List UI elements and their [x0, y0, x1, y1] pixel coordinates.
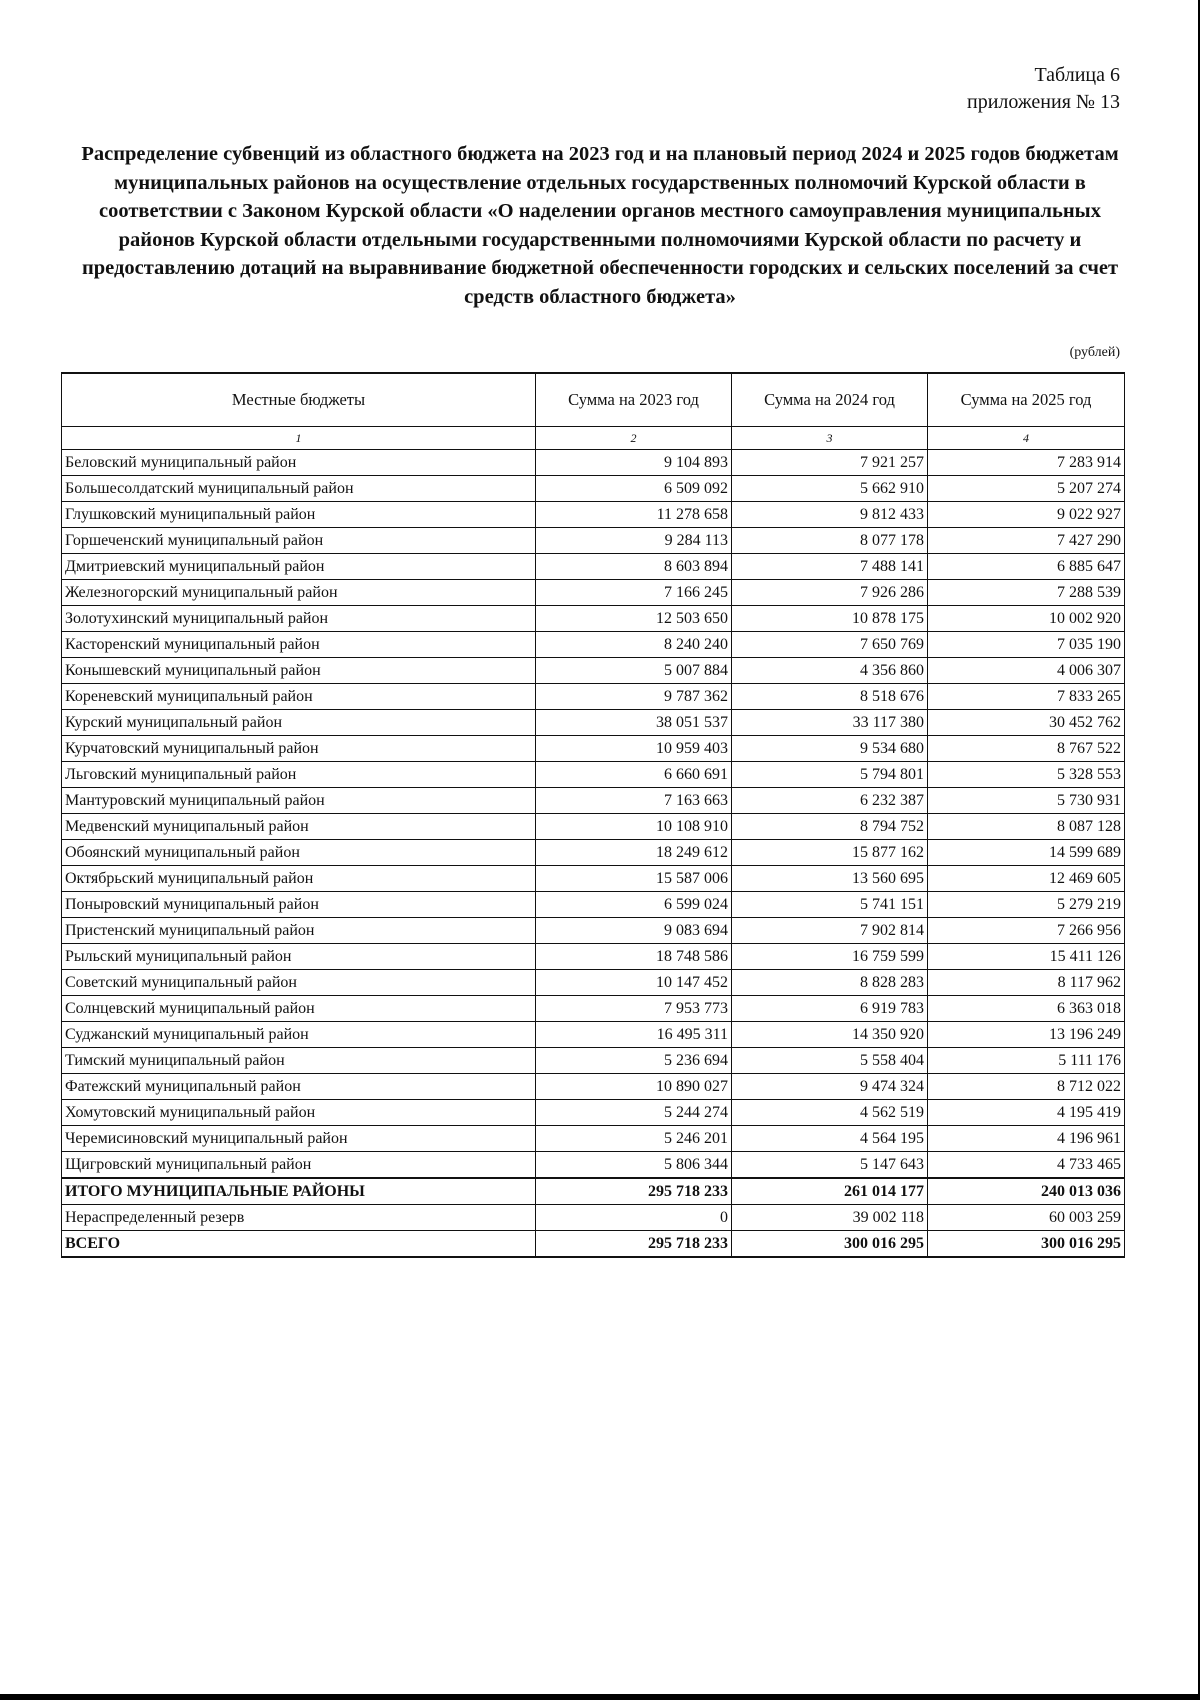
sum-2025-cell: 4 733 465 [928, 1152, 1125, 1179]
table-row [62, 840, 1125, 866]
sum-2024-cell: 10 878 175 [732, 606, 928, 632]
table-row [62, 1100, 1125, 1126]
sum-2024-cell: 7 650 769 [732, 632, 928, 658]
table-row [62, 1022, 1125, 1048]
budget-name-cell: Мантуровский муниципальный район [62, 788, 536, 814]
sum-2024-cell: 5 741 151 [732, 892, 928, 918]
budget-name-cell: Суджанский муниципальный район [62, 1022, 536, 1048]
header-local-budgets: Местные бюджеты [62, 373, 536, 427]
sum-2025-cell: 12 469 605 [928, 866, 1125, 892]
budget-name-cell: Конышевский муниципальный район [62, 658, 536, 684]
sum-2024-cell: 39 002 118 [732, 1205, 928, 1231]
sum-2024-cell: 8 794 752 [732, 814, 928, 840]
budget-name-cell: Тимский муниципальный район [62, 1048, 536, 1074]
grand-total-row [62, 1231, 1125, 1258]
sum-2025-cell: 15 411 126 [928, 944, 1125, 970]
budget-name-cell: Пристенский муниципальный район [62, 918, 536, 944]
column-number: 2 [536, 427, 732, 450]
sum-2024-cell: 4 564 195 [732, 1126, 928, 1152]
budget-name-cell: ВСЕГО [62, 1231, 536, 1258]
sum-2023-cell: 295 718 233 [536, 1231, 732, 1258]
sum-2024-cell: 33 117 380 [732, 710, 928, 736]
sum-2025-cell: 14 599 689 [928, 840, 1125, 866]
table-row [62, 606, 1125, 632]
table-row [62, 1048, 1125, 1074]
sum-2024-cell: 7 488 141 [732, 554, 928, 580]
sum-2023-cell: 9 104 893 [536, 450, 732, 476]
budget-name-cell: Фатежский муниципальный район [62, 1074, 536, 1100]
table-label: Таблица 6 [1034, 64, 1120, 86]
column-number: 1 [62, 427, 536, 450]
table-row [62, 762, 1125, 788]
sum-2023-cell: 5 007 884 [536, 658, 732, 684]
sum-2025-cell: 9 022 927 [928, 502, 1125, 528]
sum-2023-cell: 6 660 691 [536, 762, 732, 788]
sum-2023-cell: 18 249 612 [536, 840, 732, 866]
sum-2025-cell: 4 196 961 [928, 1126, 1125, 1152]
budget-name-cell: Беловский муниципальный район [62, 450, 536, 476]
table-row [62, 580, 1125, 606]
budget-name-cell: Курчатовский муниципальный район [62, 736, 536, 762]
table-reference [967, 62, 1120, 116]
budget-name-cell: Нераспределенный резерв [62, 1205, 536, 1231]
sum-2024-cell: 8 077 178 [732, 528, 928, 554]
table-row [62, 476, 1125, 502]
sum-2024-cell: 4 356 860 [732, 658, 928, 684]
sum-2024-cell: 14 350 920 [732, 1022, 928, 1048]
sum-2023-cell: 9 083 694 [536, 918, 732, 944]
budget-name-cell: Золотухинский муниципальный район [62, 606, 536, 632]
sum-2023-cell: 5 246 201 [536, 1126, 732, 1152]
sum-2023-cell: 295 718 233 [536, 1178, 732, 1205]
sum-2024-cell: 7 921 257 [732, 450, 928, 476]
sum-2023-cell: 7 163 663 [536, 788, 732, 814]
budget-name-cell: Октябрьский муниципальный район [62, 866, 536, 892]
sum-2025-cell: 10 002 920 [928, 606, 1125, 632]
sum-2024-cell: 9 474 324 [732, 1074, 928, 1100]
table-row [62, 944, 1125, 970]
sum-2025-cell: 240 013 036 [928, 1178, 1125, 1205]
table-row [62, 814, 1125, 840]
sum-2024-cell: 5 794 801 [732, 762, 928, 788]
budget-name-cell: Черемисиновский муниципальный район [62, 1126, 536, 1152]
budget-name-cell: Железногорский муниципальный район [62, 580, 536, 606]
table-row [62, 996, 1125, 1022]
budget-name-cell: Горшеченский муниципальный район [62, 528, 536, 554]
budget-name-cell: Льговский муниципальный район [62, 762, 536, 788]
sum-2025-cell: 7 288 539 [928, 580, 1125, 606]
sum-2023-cell: 18 748 586 [536, 944, 732, 970]
budget-name-cell: Глушковский муниципальный район [62, 502, 536, 528]
sum-2025-cell: 8 712 022 [928, 1074, 1125, 1100]
sum-2025-cell: 6 363 018 [928, 996, 1125, 1022]
sum-2025-cell: 8 767 522 [928, 736, 1125, 762]
sum-2025-cell: 5 328 553 [928, 762, 1125, 788]
budget-name-cell: ИТОГО МУНИЦИПАЛЬНЫЕ РАЙОНЫ [62, 1178, 536, 1205]
table-row [62, 450, 1125, 476]
sum-2023-cell: 9 787 362 [536, 684, 732, 710]
budget-name-cell: Щигровский муниципальный район [62, 1152, 536, 1179]
table-row [62, 684, 1125, 710]
sum-2024-cell: 16 759 599 [732, 944, 928, 970]
column-number: 3 [732, 427, 928, 450]
sum-2023-cell: 7 166 245 [536, 580, 732, 606]
sum-2024-cell: 9 534 680 [732, 736, 928, 762]
budget-name-cell: Кореневский муниципальный район [62, 684, 536, 710]
subvention-table [61, 372, 1125, 1258]
scan-edge-bottom [0, 1694, 1200, 1700]
sum-2023-cell: 0 [536, 1205, 732, 1231]
sum-2025-cell: 8 117 962 [928, 970, 1125, 996]
header-sum-2024: Сумма на 2024 год [732, 373, 928, 427]
total-districts-row [62, 1178, 1125, 1205]
sum-2024-cell: 8 518 676 [732, 684, 928, 710]
sum-2024-cell: 300 016 295 [732, 1231, 928, 1258]
sum-2023-cell: 9 284 113 [536, 528, 732, 554]
table-row [62, 554, 1125, 580]
sum-2023-cell: 6 509 092 [536, 476, 732, 502]
sum-2023-cell: 38 051 537 [536, 710, 732, 736]
sum-2024-cell: 13 560 695 [732, 866, 928, 892]
sum-2023-cell: 8 240 240 [536, 632, 732, 658]
sum-2023-cell: 8 603 894 [536, 554, 732, 580]
sum-2025-cell: 4 006 307 [928, 658, 1125, 684]
budget-name-cell: Хомутовский муниципальный район [62, 1100, 536, 1126]
sum-2024-cell: 5 662 910 [732, 476, 928, 502]
table-row [62, 632, 1125, 658]
reserve-row [62, 1205, 1125, 1231]
appendix-label: приложения № 13 [966, 91, 1120, 113]
budget-name-cell: Советский муниципальный район [62, 970, 536, 996]
table-row [62, 1152, 1125, 1179]
sum-2023-cell: 16 495 311 [536, 1022, 732, 1048]
sum-2023-cell: 6 599 024 [536, 892, 732, 918]
column-number: 4 [928, 427, 1125, 450]
sum-2024-cell: 5 147 643 [732, 1152, 928, 1179]
sum-2023-cell: 15 587 006 [536, 866, 732, 892]
sum-2024-cell: 7 902 814 [732, 918, 928, 944]
sum-2023-cell: 5 236 694 [536, 1048, 732, 1074]
sum-2023-cell: 10 147 452 [536, 970, 732, 996]
sum-2024-cell: 7 926 286 [732, 580, 928, 606]
sum-2025-cell: 6 885 647 [928, 554, 1125, 580]
sum-2025-cell: 4 195 419 [928, 1100, 1125, 1126]
table-row [62, 918, 1125, 944]
sum-2024-cell: 6 232 387 [732, 788, 928, 814]
sum-2025-cell: 7 035 190 [928, 632, 1125, 658]
table-row [62, 1074, 1125, 1100]
table-row [62, 892, 1125, 918]
table-header-row [62, 373, 1125, 427]
sum-2025-cell: 5 730 931 [928, 788, 1125, 814]
sum-2025-cell: 7 283 914 [928, 450, 1125, 476]
sum-2025-cell: 8 087 128 [928, 814, 1125, 840]
header-sum-2023: Сумма на 2023 год [536, 373, 732, 427]
sum-2024-cell: 5 558 404 [732, 1048, 928, 1074]
table-row [62, 736, 1125, 762]
sum-2024-cell: 261 014 177 [732, 1178, 928, 1205]
table-row [62, 866, 1125, 892]
document-title: Распределение субвенций из областного бюджета на 2023 год и на плановый период 2024 и 2025 годов бюджетам муниципальных районов на осуществление отдельных государственных полномочий Курской области в соответствии с Законом Курской области «О наделении органов местного самоуправления муниципальных районов Курской области отдельными государственными полномочиями Курской области по расчету и предоставлению дотаций на выравнивание бюджетной обеспеченности городских и сельских поселений за счет средств областного бюджета» [81, 143, 1119, 308]
table-row [62, 528, 1125, 554]
sum-2023-cell: 10 108 910 [536, 814, 732, 840]
sum-2024-cell: 9 812 433 [732, 502, 928, 528]
sum-2023-cell: 10 959 403 [536, 736, 732, 762]
sum-2025-cell: 300 016 295 [928, 1231, 1125, 1258]
table-row [62, 502, 1125, 528]
sum-2023-cell: 11 278 658 [536, 502, 732, 528]
sum-2024-cell: 15 877 162 [732, 840, 928, 866]
column-number-row [62, 427, 1125, 450]
budget-name-cell: Большесолдатский муниципальный район [62, 476, 536, 502]
budget-name-cell: Поныровский муниципальный район [62, 892, 536, 918]
table-row [62, 658, 1125, 684]
sum-2025-cell: 7 427 290 [928, 528, 1125, 554]
budget-name-cell: Рыльский муниципальный район [62, 944, 536, 970]
sum-2023-cell: 5 806 344 [536, 1152, 732, 1179]
budget-name-cell: Медвенский муниципальный район [62, 814, 536, 840]
budget-name-cell: Дмитриевский муниципальный район [62, 554, 536, 580]
budget-name-cell: Солнцевский муниципальный район [62, 996, 536, 1022]
sum-2025-cell: 7 266 956 [928, 918, 1125, 944]
table-row [62, 970, 1125, 996]
sum-2025-cell: 7 833 265 [928, 684, 1125, 710]
budget-name-cell: Касторенский муниципальный район [62, 632, 536, 658]
table-row [62, 788, 1125, 814]
budget-name-cell: Обоянский муниципальный район [62, 840, 536, 866]
sum-2025-cell: 13 196 249 [928, 1022, 1125, 1048]
sum-2025-cell: 30 452 762 [928, 710, 1125, 736]
table-row [62, 1126, 1125, 1152]
unit-label: (рублей) [1069, 345, 1120, 360]
sum-2025-cell: 5 111 176 [928, 1048, 1125, 1074]
sum-2025-cell: 5 207 274 [928, 476, 1125, 502]
sum-2023-cell: 12 503 650 [536, 606, 732, 632]
sum-2023-cell: 7 953 773 [536, 996, 732, 1022]
header-sum-2025: Сумма на 2025 год [928, 373, 1125, 427]
sum-2024-cell: 4 562 519 [732, 1100, 928, 1126]
table-row [62, 710, 1125, 736]
sum-2023-cell: 10 890 027 [536, 1074, 732, 1100]
budget-name-cell: Курский муниципальный район [62, 710, 536, 736]
sum-2025-cell: 5 279 219 [928, 892, 1125, 918]
sum-2024-cell: 8 828 283 [732, 970, 928, 996]
sum-2024-cell: 6 919 783 [732, 996, 928, 1022]
sum-2025-cell: 60 003 259 [928, 1205, 1125, 1231]
sum-2023-cell: 5 244 274 [536, 1100, 732, 1126]
